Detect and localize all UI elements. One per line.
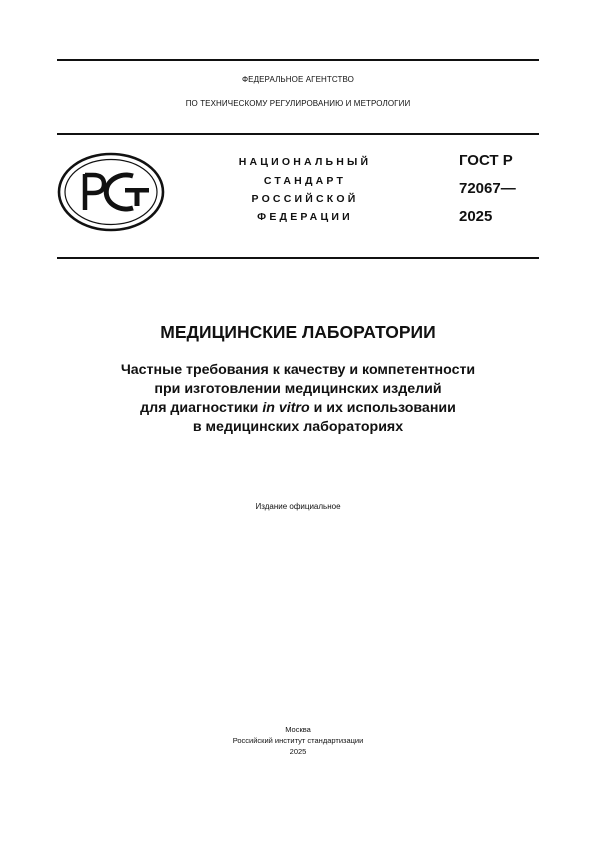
subtitle-in-vitro: in vitro <box>262 400 310 416</box>
top-rule <box>57 59 539 61</box>
subtitle-line2: при изготовлении медицинских изделий <box>154 381 442 397</box>
agency-name-line1: ФЕДЕРАЛЬНОЕ АГЕНТСТВО <box>241 75 354 84</box>
agency-name-line2: ПО ТЕХНИЧЕСКОМУ РЕГУЛИРОВАНИЮ И МЕТРОЛОГИИ <box>185 99 411 108</box>
publisher-block <box>57 724 539 757</box>
subtitle-line3-pre: для диагностики <box>140 400 259 416</box>
subtitle-line4: в медицинских лабораториях <box>192 419 404 435</box>
standard-type-line1: НАЦИОНАЛЬНЫЙ <box>238 156 372 168</box>
subtitle-line1: Частные требования к качеству и компетентности <box>120 362 476 378</box>
subtitle-line3 <box>60 399 536 418</box>
header-bottom-rule <box>57 257 539 259</box>
gost-r-logo-icon <box>57 152 165 232</box>
document-subtitle <box>60 361 536 437</box>
publisher-name: Российский институт стандартизации <box>232 736 364 745</box>
publisher-city: Москва <box>285 725 311 734</box>
edition-note: Издание официальное <box>255 502 341 511</box>
standard-type-line3: РОССИЙСКОЙ <box>251 193 359 205</box>
designation-line2: 72067— <box>459 180 516 197</box>
publisher-year: 2025 <box>289 747 307 756</box>
header-rule <box>57 133 539 135</box>
designation-line3: 2025 <box>459 208 493 225</box>
designation-line1: ГОСТ Р <box>459 152 513 169</box>
subtitle-line3-post: и их использовании <box>313 400 456 416</box>
standard-type-line4: ФЕДЕРАЦИИ <box>257 211 353 223</box>
standard-type-line2: СТАНДАРТ <box>263 175 347 187</box>
document-title: МЕДИЦИНСКИЕ ЛАБОРАТОРИИ <box>160 322 436 342</box>
